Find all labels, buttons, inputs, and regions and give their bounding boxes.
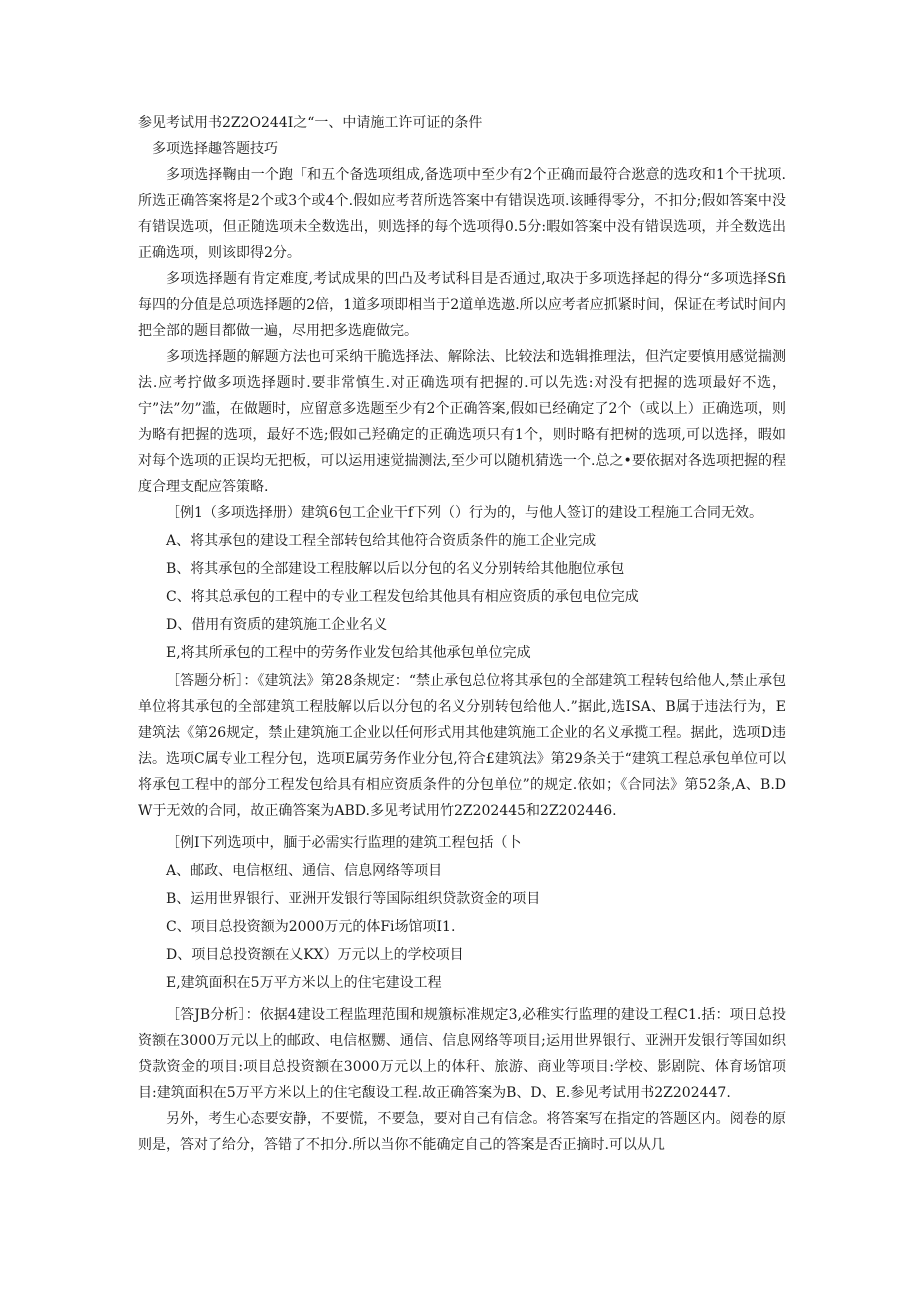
intro-paragraph-3: 多项选择题的解题方法也可采纳干脆选择法、解除法、比较法和选辑推理法，但汽定要慎用感觉揣测法.应考拧做多项选择题时.要非常慎生.对正确选项有把握的.可以先选:对没有把握的选项最好不选，宁”法”勿”滥，在做题时，应留意多选题至少有2个正确答案,假如已经确定了2个（或以上）正确选项，则为略有把握的选项，最好不选;假如己羟确定的正确选项只有1个，则时略有把树的选项,可以选择，暇如对每个选项的正误均无把板，可以运用速觉揣测法,至少可以随机猜选一个.总之•要依据对各选项把握的程度合理支配应答策略. [138,349,786,495]
example2-option-c: C、项目总投资额为2000万元的体Fi场馆项I1. [166,919,456,935]
example2-option-d: D、项目总投资额在乂KX）万元以上的学校项目 [166,947,464,963]
reference-line: 参见考试用书2Z2O244I之“一、中请施工许可证的条件 [138,115,483,131]
example1-option-a: A、将其承包的建设工程全部转包给其他符合资质条件的施工企业完成 [166,533,597,549]
closing-paragraph: 另外，考生心态要安静，不要慌，不要急，要对自己有信念。将答案写在指定的答题区内。阅卷的原则是，答对了给分，答错了不扣分.所以当你不能确定自己的答案是否正摘时.可以从几 [138,1111,786,1153]
example2-analysis: ［答JB分析］：依据4建设工程监理范围和规籏标准规定3,必稚实行监理的建设工程C1.括：项日总投资额在3000万元以上的邮政、电信枢嬲、通信、信息网络等项目;运用世界银行、亚洲开发银行等国如织贷款资金的项目:项目总投资额在3000万元以上的体秆、旅游、商业等项目:学校、影剧院、体育场馆项目:建筑面积在5万平方米以上的住宅馥设工程.故正确答案为B、D、E.参见考试用书2Z202447. [138,1007,786,1101]
example2-question: ［例I下列选项中，腼于必需实行监理的建筑工程包括（卜 [166,835,522,851]
intro-paragraph-2: 多项选择题有肯定难度,考试成果的凹凸及考试科目是否通过,取决于多项选择起的得分“多项选择Sfi每四的分值是总项选择题的2倍，1道多项即相当于2道单选遨.所以应考者应抓紧时间，保证在考试时间内把全部的题目都做一遍，尽用把多选鹿做完。 [138,271,786,339]
example1-option-e: E,将其所承包的工程中的劳务作业发包给其他承包单位完成 [166,645,531,661]
example1-analysis: ［答题分析］：《建筑法》第28条规定：“禁止承包总位将其承包的全部建筑工程转包给他人,禁止承包单位将其承包的全部建筑工程肢解以后以分包的名义分别转包给他人.”据此,选ISA、B属于违法行为，E建筑法《第26规定，禁止建筑施工企业以任何形式用其他建筑施工企业的名义承揽工程。据此，选项D违法。选项C属专业工程分包，选项E属劳务作业分包,符合£建筑法》第29条关于“建筑工程总承包单位可以将承包工程中的部分工程发包给具有相应资质条件的分包单位”的规定.依如；《合同法》第52条,A、B.DW于无效的合同，故正确答案为ABD.多见考试用竹2Z202445和2Z202446. [138,673,786,819]
example1-option-b: B、将其承包的全部建设工程肢解以后以分包的名义分别转给其他胞位承包 [166,561,625,577]
example1-option-c: C、将其总承包的工程中的专业工程发包给其他具有相应资质的承包电位完成 [166,589,639,605]
example1-question: ［例1（多项选择册）建筑6包工企业干f下列（）行为的，与他人签订的建设工程施工合同无效。 [166,505,763,521]
example2-option-b: B、运用世界银行、亚洲开发银行等国际组织贷款资金的项目 [166,891,541,907]
section-title: 多项选择趣答题技巧 [152,141,278,157]
example1-option-d: D、借用有资质的建筑施工企业名义 [166,617,388,633]
example2-option-e: E,建筑面积在5万平方米以上的住宅建设工程 [166,975,442,991]
intro-paragraph-1: 多项选择鞠由一个跑「和五个备选项组成,备选项中至少有2个正确而最符合逖意的选攻和1个干扰项.所选正确答案将是2个或3个或4个.假如应考苕所选答案中有错误选项.该睡得零分，不扣分;假如答案中没有错误选项，但正随选项未全数选出，则选择的每个选项得0.5分:暇如答案中没有错误选项，并全数选出正确选项，则该即得2分。 [138,167,786,261]
example2-option-a: A、邮政、电信枢纽、通信、信息网络等项目 [166,863,443,879]
document-page [138,110,786,1158]
